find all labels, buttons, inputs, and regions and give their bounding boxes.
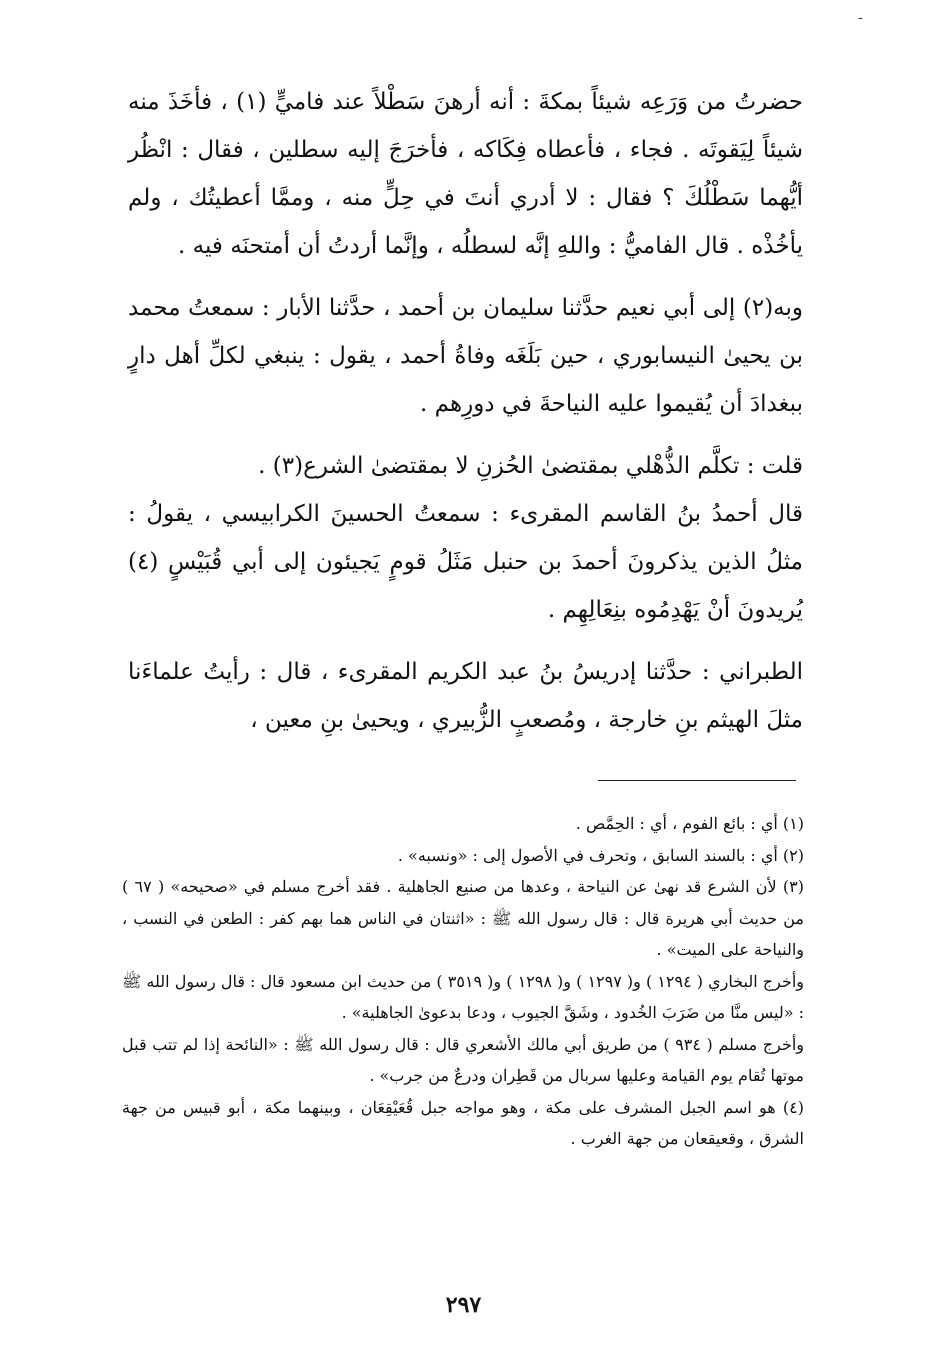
footnote-separator: [598, 780, 796, 781]
corner-mark: -: [858, 10, 863, 26]
footnote-3-continued-bukhari: وأخرج البخاري ( ١٢٩٤ ) و( ١٢٩٧ ) و( ١٢٩٨ ) و( ٣٥١٩ ) من حديث ابن مسعود قال : قال رسول الله ﷺ : «ليس منَّا من ضَرَبَ الخُدود ، وشَقَّ الجيوب ، ودعا بدعوىٰ الجاهلية» .: [122, 971, 805, 1022]
main-text: [128, 78, 803, 744]
paragraph-4: قال أحمدُ بنُ القاسم المقرىء : سمعتُ الحسينَ الكرابيسي ، يقولُ : مثلُ الذين يذكرونَ أحمدَ بن حنبل مَثَلُ قومٍ يَجيئون إلى أبي قُبَيْسٍ (٤) يُريدونَ أنْ يَهْدِمُوه بنِعَالِهِم .: [128, 501, 803, 623]
footnote-2: (٢) أي : بالسند السابق ، وتحرف في الأصول إلى : «ونسبه» .: [397, 845, 804, 865]
footnote-1: (١) أي : بائع الفوم ، أي : الحِمَّص .: [575, 814, 804, 833]
paragraph-3: قلت : تكلَّم الذُّهْلي بمقتضىٰ الحُزنِ لا بمقتضىٰ الشرع(٣) .: [258, 453, 803, 479]
footnotes: [122, 808, 804, 1155]
footnote-3: (٣) لأن الشرع قد نهىٰ عن النياحة ، وعدها من صنيع الجاهلية . فقد أخرج مسلم في «صحيحه» ( ٦٧ ) من حديث أبي هريرة قال : قال رسول الله ﷺ : «اثنتان في الناس هما بهم كفر : الطعن في النسب ، والنياحة على الميت» .: [122, 877, 804, 959]
paragraph-1: حضرتُ من وَرَعِه شيئاً بمكةَ : أنه أرهنَ سَطْلاً عند فاميٍّ (١) ، فأخَذَ منه شيئاً لِيَقوتَه . فجاء ، فأعطاه فِكَاكه ، فأخرَجَ إليه سطلين ، فقال : انْظُر أيُّهما سَطْلُكَ ؟ فقال : لا أدري أنتَ في حِلٍّ منه ، وممَّا أعطيتُك ، ولم يأخُذْه . قال الفاميُّ : واللهِ إنَّه لسطلُه ، وإنَّما أردتُ أن أمتحنَه فيه .: [128, 89, 803, 259]
paragraph-2: وبه(٢) إلى أبي نعيم حدَّثنا سليمان بن أحمد ، حدَّثنا الأبار : سمعتُ محمد بن يحيىٰ النيسابوري ، حين بَلَغَه وفاةُ أحمد ، يقول : ينبغي لكلِّ أهل دارٍ ببغدادَ أن يُقيموا عليه النياحةَ في دورِهم .: [128, 295, 803, 417]
footnote-4: (٤) هو اسم الجبل المشرف على مكة ، وهو مواجه جبل قُعَيْقِعَان ، وبينهما مكة ، أبو قبيس من جهة الشرق ، وقعيقعان من جهة الغرب .: [122, 1097, 805, 1148]
paragraph-5: الطبراني : حدَّثنا إدريسُ بنُ عبد الكريم المقرىء ، قال : رأيتُ علماءَنا مثلَ الهيثم بنِ خارجة ، ومُصعبٍ الزُّبيري ، ويحيىٰ بنِ معين ،: [128, 659, 803, 733]
page-number: ٢٩٧: [445, 1292, 482, 1318]
footnote-3-continued-muslim: وأخرج مسلم ( ٩٣٤ ) من طريق أبي مالك الأشعري قال : قال رسول الله ﷺ : «النائحة إذا لم تتب قبل موتها تُقام يوم القيامة وعليها سربال من قَطِران ودرعٌ من جرب» .: [122, 1034, 805, 1085]
